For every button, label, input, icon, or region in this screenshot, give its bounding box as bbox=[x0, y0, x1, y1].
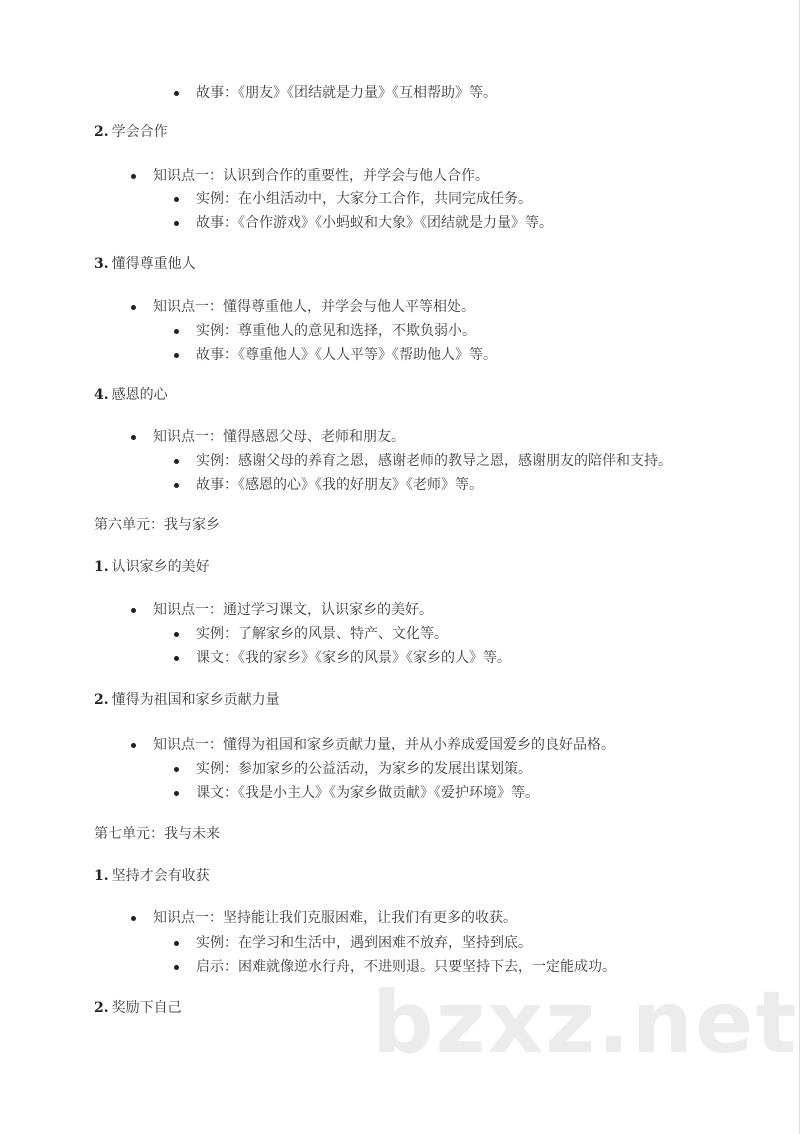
section-number: 2. bbox=[94, 1000, 109, 1016]
section-title: 感恩的心 bbox=[111, 387, 168, 403]
list-item: 课文：《我的家乡》《家乡的风景》《家乡的人》等。 bbox=[196, 650, 511, 666]
list-item: 实例：感谢父母的养育之恩，感谢老师的教导之恩，感谢朋友的陪伴和支持。 bbox=[196, 453, 672, 469]
list-item: 故事：《感恩的心》《我的好朋友》《老师》等。 bbox=[196, 477, 483, 493]
section-title: 认识家乡的美好 bbox=[111, 559, 210, 575]
section-title: 奖励下自己 bbox=[111, 1000, 182, 1016]
section-number: 1. bbox=[94, 559, 109, 575]
section-heading bbox=[94, 386, 168, 404]
list-item: 实例：参加家乡的公益活动，为家乡的发展出谋划策。 bbox=[196, 761, 532, 777]
list-item: 实例：了解家乡的风景、特产、文化等。 bbox=[196, 626, 448, 642]
section-title: 懂得为祖国和家乡贡献力量 bbox=[111, 692, 280, 708]
section-number: 2. bbox=[94, 692, 109, 708]
section-heading bbox=[94, 691, 280, 709]
section-number: 2. bbox=[94, 124, 109, 140]
list-item: 知识点一：坚持能让我们克服困难，让我们有更多的收获。 bbox=[153, 910, 517, 926]
list-item: 实例：在学习和生活中，遇到困难不放弃，坚持到底。 bbox=[196, 935, 532, 951]
section-number: 3. bbox=[94, 256, 109, 272]
list-item: 知识点一：懂得感恩父母、老师和朋友。 bbox=[153, 429, 405, 445]
unit-title: 第七单元：我与未来 bbox=[94, 826, 220, 842]
list-item: 知识点一：通过学习课文，认识家乡的美好。 bbox=[153, 602, 433, 618]
list-item: 故事：《尊重他人》《人人平等》《帮助他人》等。 bbox=[196, 347, 497, 363]
section-heading bbox=[94, 123, 168, 141]
section-heading bbox=[94, 867, 210, 885]
list-item: 故事：《合作游戏》《小蚂蚁和大象》《团结就是力量》等。 bbox=[196, 215, 553, 231]
list-item: 知识点一：认识到合作的重要性，并学会与他人合作。 bbox=[153, 168, 489, 184]
list-item: 知识点一：懂得为祖国和家乡贡献力量，并从小养成爱国爱乡的良好品格。 bbox=[153, 737, 615, 753]
section-title: 坚持才会有收获 bbox=[111, 868, 210, 884]
watermark: bzxz.net bbox=[372, 973, 799, 1073]
list-item: 启示：困难就像逆水行舟，不进则退。只要坚持下去，一定能成功。 bbox=[196, 959, 616, 975]
section-title: 学会合作 bbox=[111, 124, 168, 140]
list-item: 知识点一：懂得尊重他人，并学会与他人平等相处。 bbox=[153, 299, 475, 315]
list-item: 实例：尊重他人的意见和选择，不欺负弱小。 bbox=[196, 323, 476, 339]
section-heading bbox=[94, 558, 210, 576]
section-number: 1. bbox=[94, 868, 109, 884]
section-heading bbox=[94, 255, 196, 273]
list-item: 故事：《朋友》《团结就是力量》《互相帮助》等。 bbox=[196, 85, 497, 101]
list-item: 课文：《我是小主人》《为家乡做贡献》《爱护环境》等。 bbox=[196, 785, 539, 801]
list-item: 实例：在小组活动中，大家分工合作，共同完成任务。 bbox=[196, 191, 532, 207]
section-title: 懂得尊重他人 bbox=[111, 256, 196, 272]
section-number: 4. bbox=[94, 387, 109, 403]
unit-title: 第六单元：我与家乡 bbox=[94, 517, 220, 533]
section-heading bbox=[94, 999, 182, 1017]
